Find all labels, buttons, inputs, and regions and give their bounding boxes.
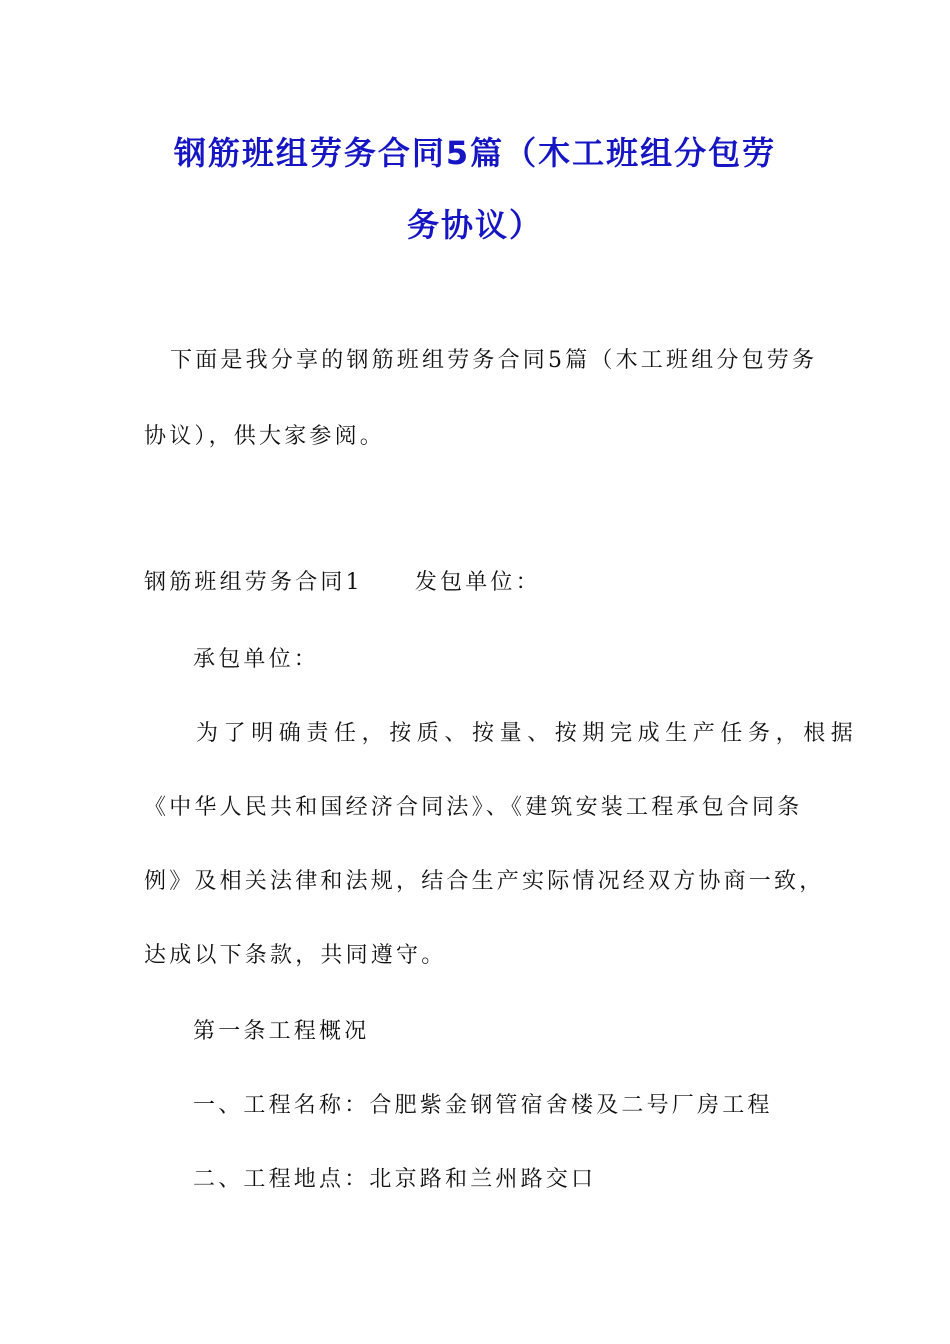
article-1-item-1: 一、工程名称：合肥紫金钢管宿舍楼及二号厂房工程	[193, 1093, 773, 1118]
article-1-item-2: 二、工程地点：北京路和兰州路交口	[193, 1167, 597, 1192]
document-title-line-2: 务协议）	[406, 206, 543, 244]
paragraph-line-4: 达成以下条款，共同遵守。	[144, 943, 447, 968]
paragraph-line-1: 为了明确责任，按质、按量、按期完成生产任务，根据	[196, 721, 859, 746]
intro-line-1: 下面是我分享的钢筋班组劳务合同5篇（木工班组分包劳务	[170, 348, 818, 373]
issuer-label: 发包单位：	[414, 570, 541, 595]
paragraph-line-3: 例》及相关法律和法规，结合生产实际情况经双方协商一致，	[144, 869, 825, 894]
contract-heading: 钢筋班组劳务合同1	[144, 570, 363, 595]
contractor-label: 承包单位：	[193, 647, 320, 672]
article-1-title: 第一条工程概况	[193, 1019, 370, 1044]
contract-heading-row	[144, 568, 541, 598]
document-title-line-1: 钢筋班组劳务合同5篇（木工班组分包劳	[173, 134, 777, 172]
paragraph-line-2: 《中华人民共和国经济合同法》、《建筑安装工程承包合同条	[144, 795, 803, 820]
intro-line-2: 协议），供大家参阅。	[144, 424, 386, 449]
